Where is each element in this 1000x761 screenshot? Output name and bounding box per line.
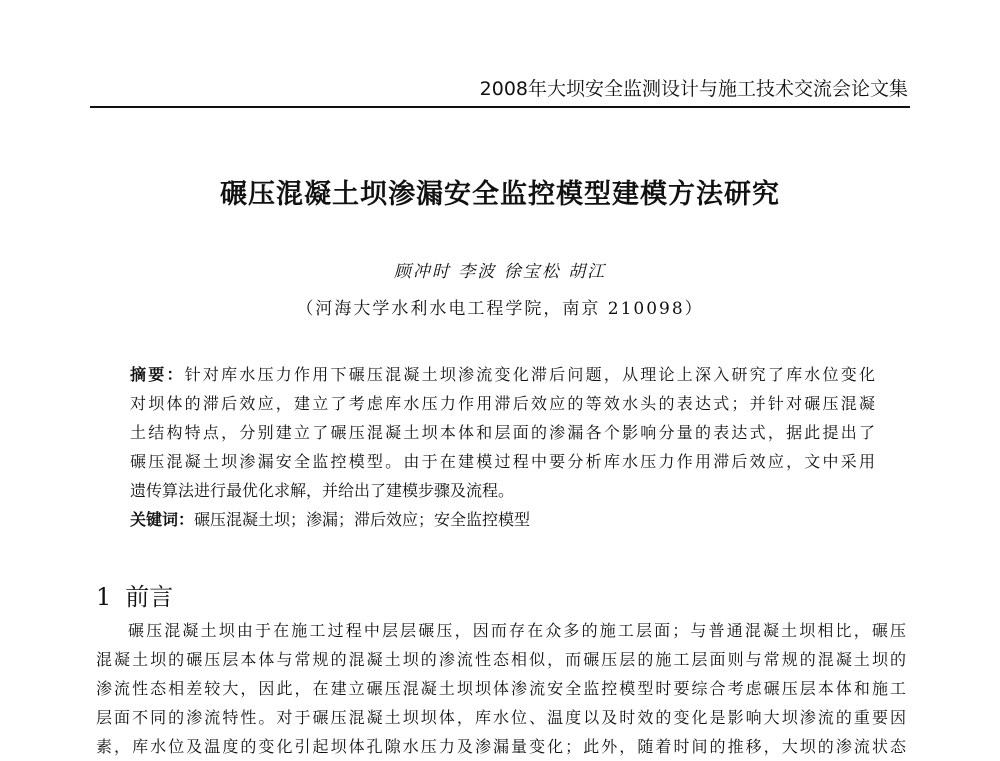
abstract-line: 土结构特点，分别建立了碾压混凝土坝本体和层面的渗漏各个影响分量的表达式，据此提出了 <box>130 423 875 442</box>
abstract-line: 碾压混凝土坝渗漏安全监控模型。由于在建模过程中要分析库水压力作用滞后效应，文中采用 <box>130 452 875 471</box>
body-line: 碾压混凝土坝由于在施工过程中层层碾压，因而存在众多的施工层面；与普通混凝土坝相比，碾压 <box>128 621 906 640</box>
header-rule <box>90 106 910 108</box>
section-title: 前言 <box>125 583 174 611</box>
abstract-line <box>130 360 875 389</box>
abstract-label: 摘要： <box>130 365 185 384</box>
abstract <box>130 360 875 534</box>
paper-affiliation: （河海大学水利水电工程学院，南京 210098） <box>296 299 704 319</box>
body-line: 混凝土坝的碾压层本体与常规的混凝土坝的渗流性态相似，而碾压层的施工层面则与常规的混凝土坝的 <box>96 650 906 669</box>
abstract-line: 遗传算法进行最优化求解，并给出了建模步骤及流程。 <box>130 481 515 500</box>
keywords-label: 关键词： <box>130 510 195 529</box>
running-header: 2008年大坝安全监测设计与施工技术交流会论文集 <box>479 78 908 100</box>
body-line: 层面不同的渗流特性。对于碾压混凝土坝坝体，库水位、温度以及时效的变化是影响大坝渗流的重要因 <box>96 708 906 727</box>
section-number: 1 <box>96 583 112 611</box>
paper-authors: 顾冲时 李波 徐宝松 胡江 <box>393 262 607 282</box>
keywords-line <box>130 505 875 534</box>
body-line: 素，库水位及温度的变化引起坝体孔隙水压力及渗漏量变化；此外，随着时间的推移，大坝的渗流状态 <box>96 737 906 756</box>
section-heading <box>96 577 173 612</box>
body-line: 渗流性态相差较大，因此，在建立碾压混凝土坝坝体渗流安全监控模型时要综合考虑碾压层本体和施工 <box>96 679 906 698</box>
paper-title: 碾压混凝土坝渗漏安全监控模型建模方法研究 <box>220 179 780 210</box>
abstract-text: 针对库水压力作用下碾压混凝土坝渗流变化滞后问题，从理论上深入研究了库水位变化 <box>184 365 875 384</box>
keywords-text: 碾压混凝土坝；渗漏；滞后效应；安全监控模型 <box>194 510 531 529</box>
abstract-line: 对坝体的滞后效应，建立了考虑库水压力作用滞后效应的等效水头的表达式；并针对碾压混凝 <box>130 394 875 413</box>
section-body <box>96 616 906 761</box>
